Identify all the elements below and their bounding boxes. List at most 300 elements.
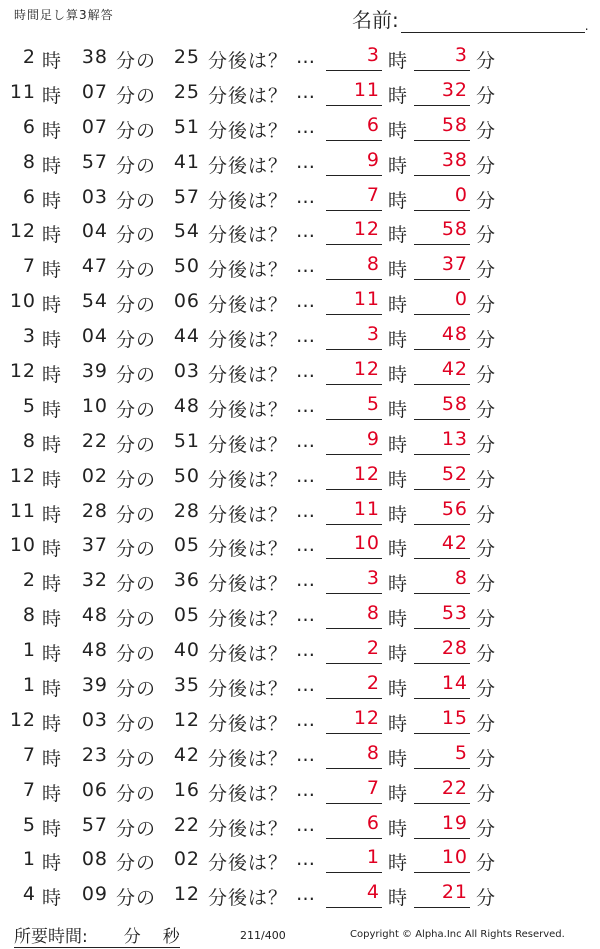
minutes-after-label: 分後は？ [208, 887, 289, 910]
answer-hour-label: 時 [388, 468, 409, 491]
name-underline[interactable] [401, 14, 585, 33]
hour-label: 時 [42, 678, 63, 701]
problem-row [0, 492, 600, 527]
ellipsis: … [296, 499, 316, 522]
problem-row [0, 282, 600, 317]
added-minutes: 51 [173, 429, 200, 452]
answer-minute-label: 分 [476, 887, 497, 910]
answer-hour: 12 [326, 358, 382, 385]
added-minutes: 16 [173, 778, 200, 801]
answer-minute-label: 分 [476, 573, 497, 596]
problem-row [0, 212, 600, 247]
answer-hour: 7 [326, 777, 382, 804]
start-hour: 5 [22, 394, 36, 417]
start-hour: 10 [9, 290, 36, 313]
problem-row [0, 108, 600, 143]
problem-row [0, 736, 600, 771]
added-minutes: 22 [173, 813, 200, 836]
minutes-after-label: 分後は？ [208, 538, 289, 561]
answer-hour: 7 [326, 184, 382, 211]
ellipsis: … [296, 464, 316, 487]
minutes-after-label: 分後は？ [208, 782, 289, 805]
ellipsis: … [296, 394, 316, 417]
ellipsis: … [296, 46, 316, 68]
copyright-notice: Copyright © Alpha.Inc All Rights Reserved. [350, 929, 565, 940]
hour-label: 時 [42, 224, 63, 247]
minute-of-label: 分の [116, 364, 157, 387]
minute-of-label: 分の [116, 538, 157, 561]
hour-label: 時 [42, 364, 63, 387]
start-minute: 09 [81, 883, 108, 906]
start-minute: 32 [81, 569, 108, 592]
answer-hour-label: 時 [388, 329, 409, 352]
minutes-after-label: 分後は？ [208, 503, 289, 526]
answer-hour-label: 時 [388, 817, 409, 840]
ellipsis: … [296, 185, 316, 208]
start-hour: 3 [22, 325, 36, 348]
answer-hour: 1 [326, 846, 382, 873]
name-label: 名前: [352, 8, 399, 32]
ellipsis: … [296, 80, 316, 103]
minutes-after-label: 分後は？ [208, 852, 289, 875]
answer-hour: 3 [326, 323, 382, 350]
answer-minute: 8 [414, 567, 470, 594]
minutes-after-label: 分後は？ [208, 364, 289, 387]
ellipsis: … [296, 813, 316, 836]
answer-hour: 10 [326, 532, 382, 559]
added-minutes: 03 [173, 360, 200, 383]
answer-minute: 48 [414, 323, 470, 350]
hour-label: 時 [42, 398, 63, 421]
answer-minute: 0 [414, 288, 470, 315]
ellipsis: … [296, 360, 316, 383]
added-minutes: 51 [173, 115, 200, 138]
answer-hour-label: 時 [388, 119, 409, 142]
answer-minute-label: 分 [476, 329, 497, 352]
minutes-after-label: 分後は？ [208, 747, 289, 770]
minute-of-label: 分の [116, 503, 157, 526]
start-hour: 12 [9, 708, 36, 731]
problem-row [0, 771, 600, 806]
ellipsis: … [296, 429, 316, 452]
added-minutes: 40 [173, 639, 200, 662]
minute-of-label: 分の [116, 887, 157, 910]
answer-minute: 14 [414, 672, 470, 699]
problem-list [0, 38, 600, 910]
start-hour: 12 [9, 360, 36, 383]
start-hour: 8 [22, 150, 36, 173]
start-hour: 6 [22, 115, 36, 138]
minute-of-label: 分の [116, 189, 157, 212]
problem-row [0, 875, 600, 910]
minutes-after-label: 分後は？ [208, 189, 289, 212]
answer-hour-label: 時 [388, 852, 409, 875]
added-minutes: 50 [173, 255, 200, 278]
hour-label: 時 [42, 608, 63, 631]
minutes-after-label: 分後は？ [208, 468, 289, 491]
answer-hour-label: 時 [388, 364, 409, 387]
hour-label: 時 [42, 468, 63, 491]
minutes-after-label: 分後は？ [208, 294, 289, 317]
problem-row [0, 806, 600, 841]
hour-label: 時 [42, 189, 63, 212]
ellipsis: … [296, 848, 316, 871]
start-hour: 7 [22, 778, 36, 801]
answer-hour: 11 [326, 288, 382, 315]
start-hour: 2 [22, 46, 36, 68]
start-minute: 57 [81, 813, 108, 836]
answer-minute-label: 分 [476, 364, 497, 387]
start-minute: 08 [81, 848, 108, 871]
start-minute: 02 [81, 464, 108, 487]
minutes-after-label: 分後は？ [208, 608, 289, 631]
answer-minute-label: 分 [476, 259, 497, 282]
minute-of-label: 分の [116, 817, 157, 840]
ellipsis: … [296, 220, 316, 243]
answer-hour-label: 時 [388, 503, 409, 526]
ellipsis: … [296, 883, 316, 906]
answer-minute-label: 分 [476, 84, 497, 107]
answer-hour: 8 [326, 253, 382, 280]
problem-row [0, 352, 600, 387]
answer-hour-label: 時 [388, 782, 409, 805]
minutes-after-label: 分後は？ [208, 433, 289, 456]
problem-row [0, 387, 600, 422]
answer-minute-label: 分 [476, 224, 497, 247]
start-minute: 37 [81, 534, 108, 557]
ellipsis: … [296, 743, 316, 766]
answer-hour-label: 時 [388, 678, 409, 701]
hour-label: 時 [42, 573, 63, 596]
problem-row [0, 526, 600, 561]
page-number: 211/400 [240, 929, 286, 942]
start-hour: 1 [22, 639, 36, 662]
minute-of-label: 分の [116, 782, 157, 805]
minutes-after-label: 分後は？ [208, 643, 289, 666]
ellipsis: … [296, 325, 316, 348]
answer-hour: 11 [326, 79, 382, 106]
answer-minute: 42 [414, 358, 470, 385]
answer-hour-label: 時 [388, 747, 409, 770]
start-hour: 5 [22, 813, 36, 836]
name-end-mark: . [584, 19, 589, 33]
minutes-after-label: 分後は？ [208, 398, 289, 421]
answer-hour: 2 [326, 637, 382, 664]
answer-hour: 11 [326, 498, 382, 525]
answer-minute: 58 [414, 218, 470, 245]
start-hour: 12 [9, 220, 36, 243]
added-minutes: 05 [173, 604, 200, 627]
minutes-after-label: 分後は？ [208, 817, 289, 840]
start-hour: 7 [22, 255, 36, 278]
hour-label: 時 [42, 712, 63, 735]
start-minute: 54 [81, 290, 108, 313]
minutes-after-label: 分後は？ [208, 259, 289, 282]
answer-minute-label: 分 [476, 817, 497, 840]
answer-minute: 13 [414, 428, 470, 455]
answer-minute-label: 分 [476, 119, 497, 142]
answer-hour: 6 [326, 114, 382, 141]
added-minutes: 41 [173, 150, 200, 173]
answer-hour-label: 時 [388, 573, 409, 596]
hour-label: 時 [42, 747, 63, 770]
answer-minute: 15 [414, 707, 470, 734]
answer-minute-label: 分 [476, 712, 497, 735]
minute-of-label: 分の [116, 329, 157, 352]
problem-row [0, 631, 600, 666]
answer-hour: 12 [326, 218, 382, 245]
start-minute: 07 [81, 115, 108, 138]
answer-minute: 52 [414, 463, 470, 490]
hour-label: 時 [42, 294, 63, 317]
ellipsis: … [296, 639, 316, 662]
start-hour: 2 [22, 569, 36, 592]
start-minute: 04 [81, 220, 108, 243]
answer-minute: 28 [414, 637, 470, 664]
answer-hour: 8 [326, 742, 382, 769]
problem-row [0, 73, 600, 108]
ellipsis: … [296, 534, 316, 557]
start-minute: 06 [81, 778, 108, 801]
start-minute: 22 [81, 429, 108, 452]
start-minute: 10 [81, 394, 108, 417]
seconds-label: 秒 [163, 922, 180, 948]
answer-hour-label: 時 [388, 294, 409, 317]
answer-hour: 8 [326, 602, 382, 629]
minutes-label: 分 [124, 922, 141, 948]
minute-of-label: 分の [116, 678, 157, 701]
minute-of-label: 分の [116, 294, 157, 317]
answer-hour-label: 時 [388, 154, 409, 177]
answer-minute-label: 分 [476, 782, 497, 805]
problem-row [0, 701, 600, 736]
minute-of-label: 分の [116, 259, 157, 282]
answer-minute: 42 [414, 532, 470, 559]
answer-minute-label: 分 [476, 398, 497, 421]
answer-minute-label: 分 [476, 294, 497, 317]
added-minutes: 42 [173, 743, 200, 766]
start-hour: 8 [22, 604, 36, 627]
answer-minute-label: 分 [476, 538, 497, 561]
hour-label: 時 [42, 329, 63, 352]
hour-label: 時 [42, 643, 63, 666]
minute-of-label: 分の [116, 154, 157, 177]
added-minutes: 36 [173, 569, 200, 592]
hour-label: 時 [42, 538, 63, 561]
answer-hour: 12 [326, 463, 382, 490]
added-minutes: 06 [173, 290, 200, 313]
minute-of-label: 分の [116, 747, 157, 770]
start-hour: 10 [9, 534, 36, 557]
answer-hour-label: 時 [388, 84, 409, 107]
minutes-after-label: 分後は？ [208, 712, 289, 735]
answer-minute: 58 [414, 393, 470, 420]
answer-hour-label: 時 [388, 50, 409, 72]
hour-label: 時 [42, 50, 63, 72]
start-hour: 4 [22, 883, 36, 906]
problem-row [0, 596, 600, 631]
hour-label: 時 [42, 84, 63, 107]
answer-minute: 10 [414, 846, 470, 873]
hour-label: 時 [42, 887, 63, 910]
start-minute: 48 [81, 639, 108, 662]
hour-label: 時 [42, 433, 63, 456]
start-hour: 12 [9, 464, 36, 487]
answer-minute-label: 分 [476, 643, 497, 666]
added-minutes: 50 [173, 464, 200, 487]
minute-of-label: 分の [116, 643, 157, 666]
answer-minute: 58 [414, 114, 470, 141]
added-minutes: 12 [173, 708, 200, 731]
added-minutes: 25 [173, 80, 200, 103]
answer-hour-label: 時 [388, 712, 409, 735]
start-hour: 8 [22, 429, 36, 452]
minute-of-label: 分の [116, 224, 157, 247]
seconds-blank[interactable] [141, 931, 163, 948]
problem-row [0, 840, 600, 875]
answer-hour: 12 [326, 707, 382, 734]
start-hour: 7 [22, 743, 36, 766]
start-minute: 28 [81, 499, 108, 522]
start-hour: 1 [22, 674, 36, 697]
start-minute: 23 [81, 743, 108, 766]
start-minute: 03 [81, 185, 108, 208]
minute-of-label: 分の [116, 852, 157, 875]
added-minutes: 28 [173, 499, 200, 522]
hour-label: 時 [42, 852, 63, 875]
answer-minute-label: 分 [476, 189, 497, 212]
hour-label: 時 [42, 154, 63, 177]
answer-minute-label: 分 [476, 747, 497, 770]
hour-label: 時 [42, 119, 63, 142]
answer-hour-label: 時 [388, 224, 409, 247]
ellipsis: … [296, 150, 316, 173]
answer-minute-label: 分 [476, 608, 497, 631]
minutes-blank[interactable] [88, 931, 124, 948]
start-hour: 1 [22, 848, 36, 871]
answer-hour: 9 [326, 149, 382, 176]
added-minutes: 35 [173, 674, 200, 697]
answer-minute: 22 [414, 777, 470, 804]
ellipsis: … [296, 115, 316, 138]
answer-hour: 2 [326, 672, 382, 699]
answer-minute-label: 分 [476, 433, 497, 456]
start-minute: 47 [81, 255, 108, 278]
minutes-after-label: 分後は？ [208, 154, 289, 177]
minute-of-label: 分の [116, 84, 157, 107]
start-hour: 6 [22, 185, 36, 208]
minutes-after-label: 分後は？ [208, 119, 289, 142]
answer-minute-label: 分 [476, 468, 497, 491]
hour-label: 時 [42, 782, 63, 805]
start-hour: 11 [9, 80, 36, 103]
answer-minute-label: 分 [476, 50, 497, 72]
start-minute: 39 [81, 360, 108, 383]
answer-hour-label: 時 [388, 538, 409, 561]
answer-minute: 21 [414, 881, 470, 908]
answer-minute: 37 [414, 253, 470, 280]
start-minute: 39 [81, 674, 108, 697]
answer-hour: 6 [326, 812, 382, 839]
name-field [352, 4, 589, 33]
ellipsis: … [296, 604, 316, 627]
answer-minute: 38 [414, 149, 470, 176]
minutes-after-label: 分後は？ [208, 329, 289, 352]
added-minutes: 44 [173, 325, 200, 348]
minute-of-label: 分の [116, 608, 157, 631]
ellipsis: … [296, 708, 316, 731]
problem-row [0, 178, 600, 213]
answer-hour: 9 [326, 428, 382, 455]
minute-of-label: 分の [116, 433, 157, 456]
hour-label: 時 [42, 259, 63, 282]
start-minute: 48 [81, 604, 108, 627]
problem-row [0, 317, 600, 352]
problem-row [0, 666, 600, 701]
hour-label: 時 [42, 503, 63, 526]
minutes-after-label: 分後は？ [208, 50, 289, 72]
minutes-after-label: 分後は？ [208, 224, 289, 247]
problem-row [0, 422, 600, 457]
problem-row [0, 143, 600, 178]
elapsed-time-label: 所要時間: [14, 922, 88, 948]
ellipsis: … [296, 778, 316, 801]
added-minutes: 48 [173, 394, 200, 417]
start-hour: 11 [9, 499, 36, 522]
start-minute: 03 [81, 708, 108, 731]
answer-minute: 5 [414, 742, 470, 769]
problem-row [0, 457, 600, 492]
added-minutes: 25 [173, 46, 200, 68]
answer-minute: 56 [414, 498, 470, 525]
problem-row [0, 247, 600, 282]
answer-minute-label: 分 [476, 678, 497, 701]
minute-of-label: 分の [116, 119, 157, 142]
hour-label: 時 [42, 817, 63, 840]
answer-minute: 32 [414, 79, 470, 106]
start-minute: 57 [81, 150, 108, 173]
start-minute: 38 [81, 46, 108, 68]
added-minutes: 54 [173, 220, 200, 243]
start-minute: 07 [81, 80, 108, 103]
ellipsis: … [296, 255, 316, 278]
worksheet-title: 時間足し算3解答 [14, 8, 114, 22]
added-minutes: 12 [173, 883, 200, 906]
answer-minute-label: 分 [476, 852, 497, 875]
minutes-after-label: 分後は？ [208, 678, 289, 701]
ellipsis: … [296, 290, 316, 313]
elapsed-time-field [14, 922, 180, 948]
minute-of-label: 分の [116, 398, 157, 421]
ellipsis: … [296, 674, 316, 697]
answer-hour-label: 時 [388, 887, 409, 910]
answer-hour-label: 時 [388, 398, 409, 421]
answer-hour: 5 [326, 393, 382, 420]
minute-of-label: 分の [116, 50, 157, 72]
problem-row [0, 38, 600, 73]
minute-of-label: 分の [116, 573, 157, 596]
answer-minute: 19 [414, 812, 470, 839]
start-minute: 04 [81, 325, 108, 348]
answer-hour-label: 時 [388, 433, 409, 456]
minute-of-label: 分の [116, 712, 157, 735]
ellipsis: … [296, 569, 316, 592]
answer-hour-label: 時 [388, 643, 409, 666]
added-minutes: 57 [173, 185, 200, 208]
answer-hour-label: 時 [388, 189, 409, 212]
minutes-after-label: 分後は？ [208, 84, 289, 107]
answer-hour: 4 [326, 881, 382, 908]
